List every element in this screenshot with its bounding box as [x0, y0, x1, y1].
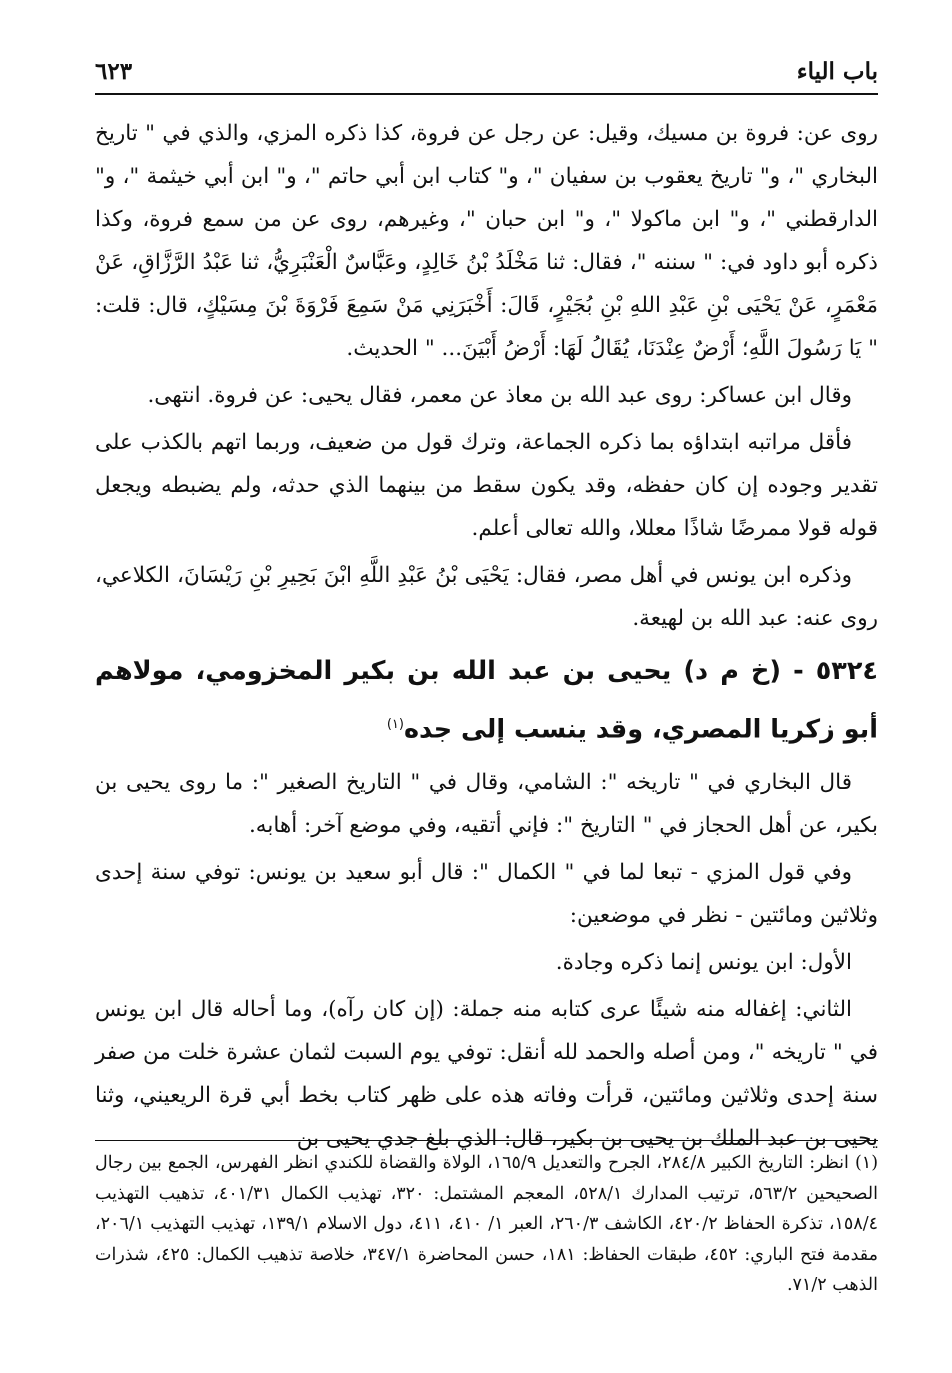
running-header [95, 52, 878, 90]
entry-title: ٥٣٢٤ - (خ م د) يحيى بن عبد الله بن بكير المخزومي، مولاهم أبو زكريا المصري، وقد ينسب إلى جده [95, 656, 878, 745]
paragraph: الثاني: إغفاله منه شيئًا عرى كتابه منه جملة: (إن كان رآه)، وما أحاله قال ابن يونس في " تاريخه "، ومن أصله والحمد لله أنقل: توفي يوم السبت لثمان عشرة خلت من صفر سنة إحدى وثلاثين ومائتين، قرأت وفاته هذه على ظهر كتاب بخط أبي قرة الريعيني، وثنا يحيى بن عبد الملك بن يحيى بن بكير، قال: الذي بلغ جدي يحيى بن [95, 996, 878, 1151]
paragraph: قال البخاري في " تاريخه ": الشامي، وقال في " التاريخ الصغير ": ما روى يحيى بن بكير، عن أهل الحجاز في " التاريخ ": فإني أتقيه، وفي موضع آخر: أهابه. [95, 769, 878, 838]
main-text [95, 112, 878, 1164]
paragraph: الأول: ابن يونس إنما ذكره وجادة. [555, 949, 852, 975]
paragraph: وذكره ابن يونس في أهل مصر، فقال: يَحْيَى بْنُ عَبْدِ اللَّهِ ابْنَ بَحِيرِ بْنِ رَيْسَانَ، الكلاعي، روى عنه: عبد الله بن لهيعة. [95, 563, 878, 631]
paragraph: وقال ابن عساكر: روى عبد الله بن معاذ عن معمر، فقال يحيى: عن فروة. انتهى. [147, 383, 852, 408]
footnotes [95, 1148, 878, 1301]
footnote-divider [95, 1140, 878, 1141]
paragraph: وفي قول المزي - تبعا لما في " الكمال ": قال أبو سعيد بن يونس: توفي سنة إحدى وثلاثين ومائتين - نظر في موضعين: [95, 859, 878, 928]
page-number: ٦٢٣ [95, 57, 133, 85]
footnote-reference[interactable]: (١) [386, 717, 404, 732]
paragraph: روى عن: فروة بن مسيك، وقيل: عن رجل عن فروة، كذا ذكره المزي، والذي في " تاريخ البخاري "، و" تاريخ يعقوب بن سفيان "، و" كتاب ابن أبي حاتم "، و" ابن أبي خيثمة "، و" الدارقطني "، و" ابن ماكولا "، و" ابن حبان "، وغيرهم، روى عن من سمع فروة، وكذا ذكره أبو داود في: " سننه "، فقال: ثنا مَخْلَدُ بْنُ خَالِدٍ، وعَبَّاسٌ الْعَنْبَرِيُّ، ثنا عَبْدُ الرَّزَّاقِ، عَنْ مَعْمَرٍ، عَنْ يَحْيَى بْنِ عَبْدِ اللهِ بْنِ بُجَيْرٍ، قَالَ: أَخْبَرَنِي مَنْ سَمِعَ فَرْوَةَ بْنَ مِسَيْكٍ، قال: قلت: " يَا رَسُولَ اللَّهِ؛ أَرْضٌ عِنْدَنَا، يُقَالُ لَهَا: أَرْضُ أَبْيَنَ... " الحديث. [95, 121, 878, 361]
footnote-text: (١) انظر: التاريخ الكبير ٢٨٤/٨، الجرح والتعديل ١٦٥/٩، الولاة والقضاة للكندي انظر الفهرس، الجمع بين رجال الصحيحين ٥٦٣/٢، ترتيب المدارك ٥٢٨/١، المعجم المشتمل: ٣٢٠، تهذيب الكمال ٤٠١/٣١، تذهيب التهذيب ١٥٨/٤، تذكرة الحفاظ ٤٢٠/٢، الكاشف ٢٦٠/٣، العبر ١/ ٤١٠، ٤١١، دول الاسلام ١٣٩/١، تهذيب التهذيب ٢٠٦/١، مقدمة فتح الباري: ٤٥٢، طبقات الحفاظ: ١٨١، حسن المحاضرة ٣٤٧/١، خلاصة تذهيب الكمال: ٤٢٥، شذرات الذهب ٧١/٢. [95, 1153, 879, 1295]
chapter-title: باب الياء [796, 57, 878, 85]
entry-heading [95, 644, 878, 757]
paragraph: فأقل مراتبه ابتداؤه بما ذكره الجماعة، وترك قول من ضعيف، وربما اتهم بالكذب على تقدير وجوده إن كان حفظه، وقد يكون سقط من بينهما الذي حدثه، ولم يضبطه ويجعل قوله قولا ممرضًا شاذًا معللا، والله تعالى أعلم. [95, 430, 878, 541]
header-divider [95, 93, 878, 95]
